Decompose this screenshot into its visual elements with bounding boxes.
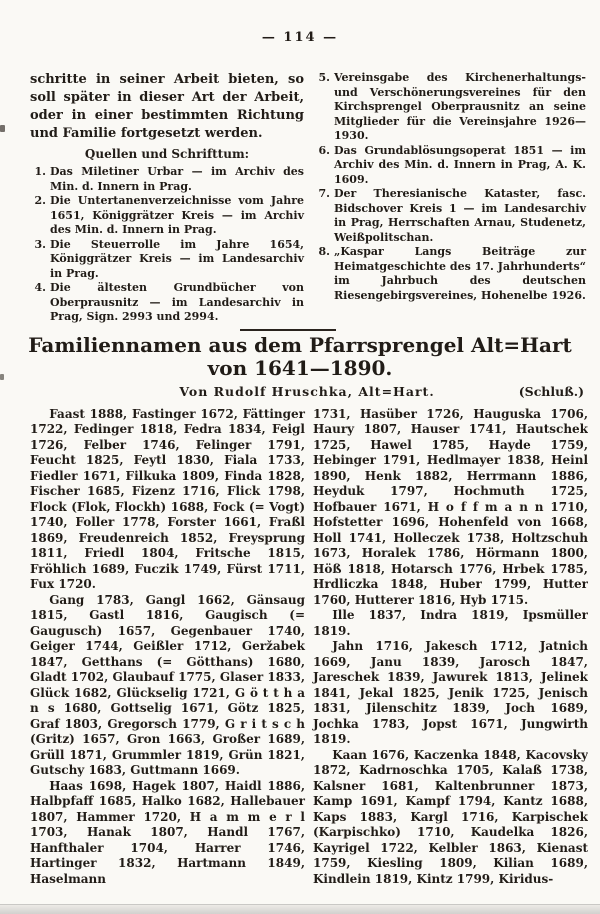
source-item-number: 6.: [318, 143, 330, 157]
byline-text: Von Rudolf Hruschka, Alt=Hart.: [179, 383, 435, 399]
sources-heading: Quellen und Schrifttum:: [84, 147, 250, 161]
section-divider-rule: [240, 329, 336, 331]
page-bottom-scan-edge: [0, 904, 600, 914]
source-item-number: 7.: [318, 187, 330, 200]
name-paragraph-k: Kaan 1676, Kaczenka 1848, Kacovsky 1872, Kadrnoschka 1705, Kalaß 1738, Kalsner 1681, Kaltenbrunner 1873, Kamp 1691, Kampf 1794, Kantz 1688, Kaps 1883, Kargl 1716, Karpischek (Karpischko) 1710, Kaudelka 1826, Kayrigel 1722, Kelbler 1863, Kienast 1759, Kiesling 1809, Kilian 1689, Kindlein 1819, Kintz 1799, Kiridus-: [313, 747, 588, 885]
page-number: — 114 —: [261, 30, 339, 45]
article-byline: [30, 384, 584, 399]
source-item-text: Die Untertanenverzeichnisse vom Jahre 1651, Königgrätzer Kreis — im Archiv des Min. d. Innern in Prag.: [50, 194, 304, 236]
source-item-text: Die Steuerrolle im Jahre 1654, Königgrätzer Kreis — im Landesarchiv in Prag.: [50, 237, 304, 280]
body-right-column: [313, 407, 588, 885]
source-item: [30, 281, 304, 325]
sources-section: [30, 71, 586, 325]
name-paragraph-f: Faast 1888, Fastinger 1672, Fättinger 1722, Fedinger 1818, Fedra 1834, Feigl 1726, Felber 1746, Felinger 1791, Feucht 1825, Feytl 1830, Fiala 1733, Fiedler 1671, Filkuka 1809, Finda 1828, Fischer 1685, Fizenz 1716, Flick 1798, Flock (Flok, Flockh) 1688, Fock (= Vogt) 1740, Foller 1778, Forster 1661, Fraßl 1869, Freudenreich 1852, Freysprung 1811, Friedl 1804, Fritsche 1815, Fröhlich 1689, Fuczik 1749, Fürst 1711, Fux 1720.: [30, 406, 305, 591]
source-item: [314, 245, 586, 303]
byline-note: (Schluß.): [518, 383, 584, 399]
name-paragraph-g: Gang 1783, Gangl 1662, Gänsaug 1815, Gastl 1816, Gaugisch (= Gaugusch) 1657, Gegenbauer 1740, Geiger 1744, Geißler 1712, Geržabek 1847, Getthans (= Götthans) 1680, Gladt 1702, Glaubauf 1775, Glaser 1833, Glück 1682, Glückselig 1721, G ö t t h a n s 1680, Gottselig 1671, Götz 1825, Graf 1803, Gregorsch 1779, G r i t s c h (Gritz) 1657, Gron 1663, Großer 1689, Grüll 1871, Grummler 1819, Grün 1821, Gutschy 1683, Guttmann 1669.: [30, 592, 305, 777]
article-title-line2: von 1641—1890.: [207, 355, 393, 380]
source-item-number: 3.: [34, 237, 46, 251]
scan-artifact: [0, 374, 4, 380]
article-title-line1: Familiennamen aus dem Pfarrsprengel Alt=Hart: [28, 332, 572, 357]
source-item-number: 8.: [318, 245, 330, 258]
source-item-number: 4.: [34, 281, 46, 294]
source-item: [314, 187, 586, 245]
name-paragraph-h-continued: 1731, Hasüber 1726, Hauguska 1706, Haury 1807, Hauser 1741, Hautschek 1725, Hawel 1785, Hayde 1759, Hebinger 1791, Hedlmayer 1838, Heinl 1890, Henk 1882, Herrmann 1886, Heyduk 1797, Hochmuth 1725, Hofbauer 1671, H o f f m a n n 1710, Hofstetter 1696, Hohenfeld von 1668, Holl 1741, Holleczek 1738, Holtzschuh 1673, Horalek 1786, Hörmann 1800, Höß 1818, Hotarsch 1776, Hrbek 1785, Hrdliczka 1848, Huber 1799, Hutter 1760, Hutterer 1816, Hyb 1715.: [313, 406, 588, 607]
source-item: [314, 71, 586, 144]
name-paragraph-i: Ille 1837, Indra 1819, Ipsmüller 1819.: [313, 608, 588, 638]
source-item: [30, 238, 304, 282]
body-left-column: [30, 407, 305, 885]
source-item-text: Vereinsgabe des Kirchenerhaltungs- und Verschönerungsvereines für den Kirchsprengel Oberprausnitz an seine Mitglieder für die Vereinsjahre 1926—1930.: [334, 71, 586, 142]
source-item-text: „Kaspar Langs Beiträge zur Heimatgeschichte des 17. Jahrhunderts“ im Jahrbuch des deutschen Riesengebirgsvereines, Hohenelbe 1926.: [334, 245, 586, 302]
sources-right-column: [314, 71, 586, 325]
article-title: [20, 334, 580, 380]
source-item: [314, 144, 586, 188]
source-item-text: Der Theresianische Kataster, fasc. Bidschover Kreis 1 — im Landesarchiv in Prag, Herrschaften Arnau, Studenetz, Weißpolitschan.: [334, 187, 586, 244]
source-item-text: Die ältesten Grundbücher von Oberprausnitz — im Landesarchiv in Prag, Sign. 2993 und 2994.: [50, 281, 304, 323]
source-item-number: 5.: [318, 71, 330, 84]
source-item-number: 1.: [34, 165, 46, 178]
source-item-text: Das Grundablösungsoperat 1851 — im Archiv des Min. d. Innern in Prag, A. K. 1609.: [334, 143, 586, 186]
source-item: [30, 194, 304, 238]
source-item-number: 2.: [34, 194, 46, 207]
scan-artifact: [0, 125, 5, 132]
article-body: [30, 407, 588, 885]
name-paragraph-h-start: Haas 1698, Hagek 1807, Haidl 1886, Halbpfaff 1685, Halko 1682, Hallebauer 1807, Hammer 1720, H a m m e r l 1703, Hanak 1807, Handl 1767, Hanfthaler 1704, Harrer 1746, Hartinger 1832, Hartmann 1849, Haselmann: [30, 778, 305, 885]
name-paragraph-j: Jahn 1716, Jakesch 1712, Jatnich 1669, Janu 1839, Jarosch 1847, Jareschek 1839, Jawurek 1813, Jelinek 1841, Jekal 1825, Jenik 1725, Jenisch 1831, Jilenschitz 1839, Joch 1689, Jochka 1783, Jopst 1671, Jungwirth 1819.: [313, 639, 588, 746]
source-item-text: Das Miletiner Urbar — im Archiv des Min. d. Innern in Prag.: [50, 165, 304, 193]
source-item: [30, 165, 304, 194]
intro-paragraph: schritte in seiner Arbeit bieten, so soll später in dieser Art der Arbeit, oder in einer bestimmten Richtung und Familie fortgesetzt werden.: [30, 72, 304, 141]
sources-left-column: [30, 71, 304, 325]
